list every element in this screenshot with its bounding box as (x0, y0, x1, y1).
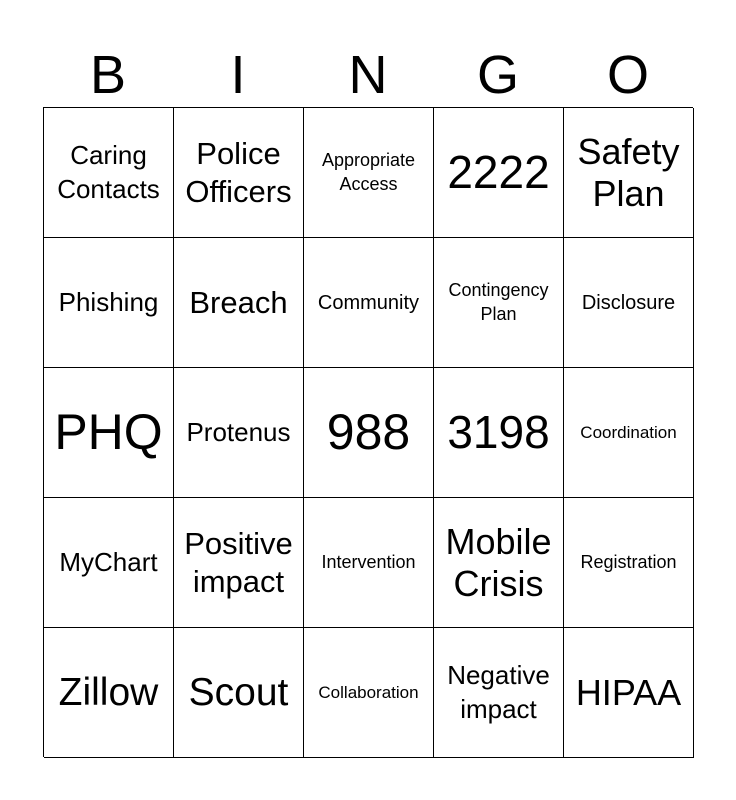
bingo-cell[interactable] (304, 238, 434, 368)
cell-label: Phishing (58, 286, 159, 317)
cell-label: 988 (326, 404, 411, 460)
bingo-cell[interactable] (174, 368, 304, 498)
bingo-board (43, 107, 693, 757)
cell-label: Scout (188, 670, 289, 714)
bingo-cell[interactable] (44, 628, 174, 758)
bingo-cell[interactable] (434, 238, 564, 368)
bingo-cell[interactable] (44, 498, 174, 628)
cell-label: Disclosure (581, 291, 676, 314)
bingo-cell[interactable] (434, 498, 564, 628)
cell-label: MyChart (59, 546, 158, 577)
cell-label: Safety Plan (577, 131, 680, 214)
bingo-cell[interactable] (564, 628, 694, 758)
bingo-cell[interactable] (174, 238, 304, 368)
cell-label: Protenus (186, 416, 291, 447)
header-letter-n: N (348, 45, 388, 105)
bingo-cell[interactable] (564, 108, 694, 238)
header-letter-g: G (476, 45, 519, 105)
bingo-cell[interactable] (304, 368, 434, 498)
cell-label: PHQ (54, 404, 163, 460)
header-letter-o: O (606, 45, 649, 105)
cell-label: Caring Contacts (57, 139, 160, 204)
header-letter-b: B (89, 45, 127, 105)
cell-label: Breach (189, 284, 288, 320)
bingo-cell[interactable] (44, 368, 174, 498)
bingo-cell[interactable] (174, 498, 304, 628)
cell-label: Mobile Crisis (445, 521, 552, 604)
cell-label: Contingency Plan (448, 280, 549, 324)
bingo-cell[interactable] (304, 498, 434, 628)
cell-label: Coordination (580, 422, 677, 442)
bingo-cell[interactable] (304, 628, 434, 758)
cell-label: Negative impact (447, 659, 550, 724)
cell-label: Police Officers (185, 136, 292, 209)
cell-label: Zillow (58, 670, 159, 714)
bingo-cell[interactable] (434, 628, 564, 758)
cell-label: Positive impact (184, 526, 293, 599)
bingo-cell[interactable] (564, 498, 694, 628)
cell-label: 3198 (447, 406, 550, 459)
bingo-cell[interactable] (44, 238, 174, 368)
bingo-cell[interactable] (434, 108, 564, 238)
cell-label: 2222 (447, 146, 550, 199)
bingo-cell[interactable] (174, 108, 304, 238)
cell-label: HIPAA (575, 671, 682, 713)
bingo-cell[interactable] (174, 628, 304, 758)
bingo-cell[interactable] (564, 238, 694, 368)
bingo-cell[interactable] (564, 368, 694, 498)
bingo-cell[interactable] (304, 108, 434, 238)
bingo-cell[interactable] (434, 368, 564, 498)
bingo-header (43, 40, 693, 110)
cell-label: Appropriate Access (321, 150, 416, 194)
cell-label: Intervention (321, 551, 416, 572)
cell-label: Registration (580, 551, 677, 572)
bingo-cell[interactable] (44, 108, 174, 238)
cell-label: Community (317, 291, 420, 314)
cell-label: Collaboration (318, 682, 419, 702)
header-letter-i: I (230, 45, 246, 105)
